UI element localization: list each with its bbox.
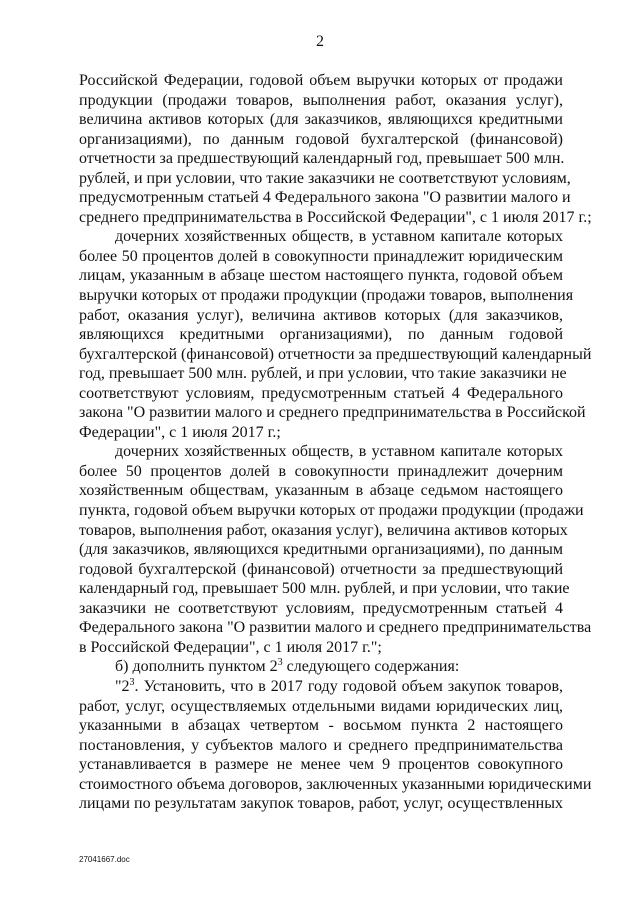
superscript: 3 [129,676,135,688]
text-line: стоимостного объема договоров, заключенных указанными юридическими [79,775,592,793]
clause-2-3-text: . Установить, что в 2017 году годовой объем закупок товаров, [134,677,563,695]
text-line: товаров, выполнения работ, оказания услуг), величина активов которых [79,521,568,539]
text-line: Российской Федерации, годовой объем выручки которых от продажи [79,72,563,89]
text-line: выручки которых от продажи продукции (продажи товаров, выполнения [79,287,574,305]
text-line: работ, оказания услуг), величина активов которых (для заказчиков, [79,306,563,324]
text-line: отчетности за предшествующий календарный год, превышает 500 млн. [79,150,565,168]
text-line: годовой бухгалтерской (финансовой) отчетности за предшествующий [79,560,563,578]
footer-file-name: 27041667.doc [79,855,130,864]
text-line: закона "О развитии малого и среднего предпринимательства в Российской [79,404,586,422]
text-line: пункта, годовой объем выручки которых от продажи продукции (продажи [79,502,584,520]
text-line: лицами по результатам закупок товаров, работ, услуг, осуществленных [79,795,563,813]
clause-b-text: б) дополнить пунктом 2 [115,658,278,676]
text-line: календарный год, превышает 500 млн. рублей, и при условии, что такие [79,580,570,598]
clause-b-text-end: следующего содержания: [282,658,460,676]
text-line: рублей, и при условии, что такие заказчики не соответствуют условиям, [79,169,571,187]
text-line: дочерних хозяйственных обществ, в уставном капитале которых [115,443,563,461]
page-number: 2 [316,33,324,50]
text-line: в Российской Федерации", с 1 июля 2017 г."; [79,638,382,656]
text-line: продукции (продажи товаров, выполнения работ, оказания услуг), [79,91,563,109]
text-line: более 50 процентов долей в совокупности принадлежит юридическим [79,247,563,265]
text-line: соответствуют условиям, предусмотренным статьей 4 Федерального [79,384,563,402]
text-line: лицам, указанным в абзаце шестом настоящего пункта, годовой объем [79,267,563,285]
text-line: более 50 процентов долей в совокупности принадлежит дочерним [79,462,563,480]
text-line: величина активов которых (для заказчиков, являющихся кредитными [79,111,563,129]
text-line: дочерних хозяйственных обществ, в уставном капитале которых [115,228,563,246]
text-line: постановления, у субъектов малого и среднего предпринимательства [79,736,563,754]
text-line: Федерального закона "О развитии малого и среднего предпринимательства [79,619,592,637]
text-line: (для заказчиков, являющихся кредитными организациями), по данным [79,541,563,559]
text-line: заказчики не соответствуют условиям, предусмотренным статьей 4 [79,599,563,617]
text-line: хозяйственным обществам, указанным в абзаце седьмом настоящего [79,482,563,500]
text-line: год, превышает 500 млн. рублей, и при условии, что такие заказчики не [79,365,567,383]
text-line [79,677,563,697]
document-body [79,71,592,814]
text-line: среднего предпринимательства в Российской Федерации", с 1 июля 2017 г.; [79,208,592,226]
superscript: 3 [277,657,283,669]
clause-number: "2 [115,677,130,695]
text-line: предусмотренным статьей 4 Федерального закона "О развитии малого и [79,189,571,207]
text-line: работ, услуг, осуществляемых отдельными видами юридических лиц, [79,697,563,715]
text-line: Федерации", с 1 июля 2017 г.; [79,423,281,441]
text-line: организациями), по данным годовой бухгалтерской (финансовой) [79,130,563,148]
text-line: устанавливается в размере не менее чем 9 процентов совокупного [79,756,563,774]
text-line: указанными в абзацах четвертом - восьмом пункта 2 настоящего [79,717,563,735]
clause-b [79,657,563,677]
text-line: являющихся кредитными организациями), по данным годовой [79,326,563,344]
text-line: бухгалтерской (финансовой) отчетности за предшествующий календарный [79,345,592,363]
paragraph-1 [79,71,592,227]
clause-2-3 [79,676,592,814]
paragraph-3 [79,442,592,657]
paragraph-2 [79,227,592,442]
text-line [79,657,563,677]
